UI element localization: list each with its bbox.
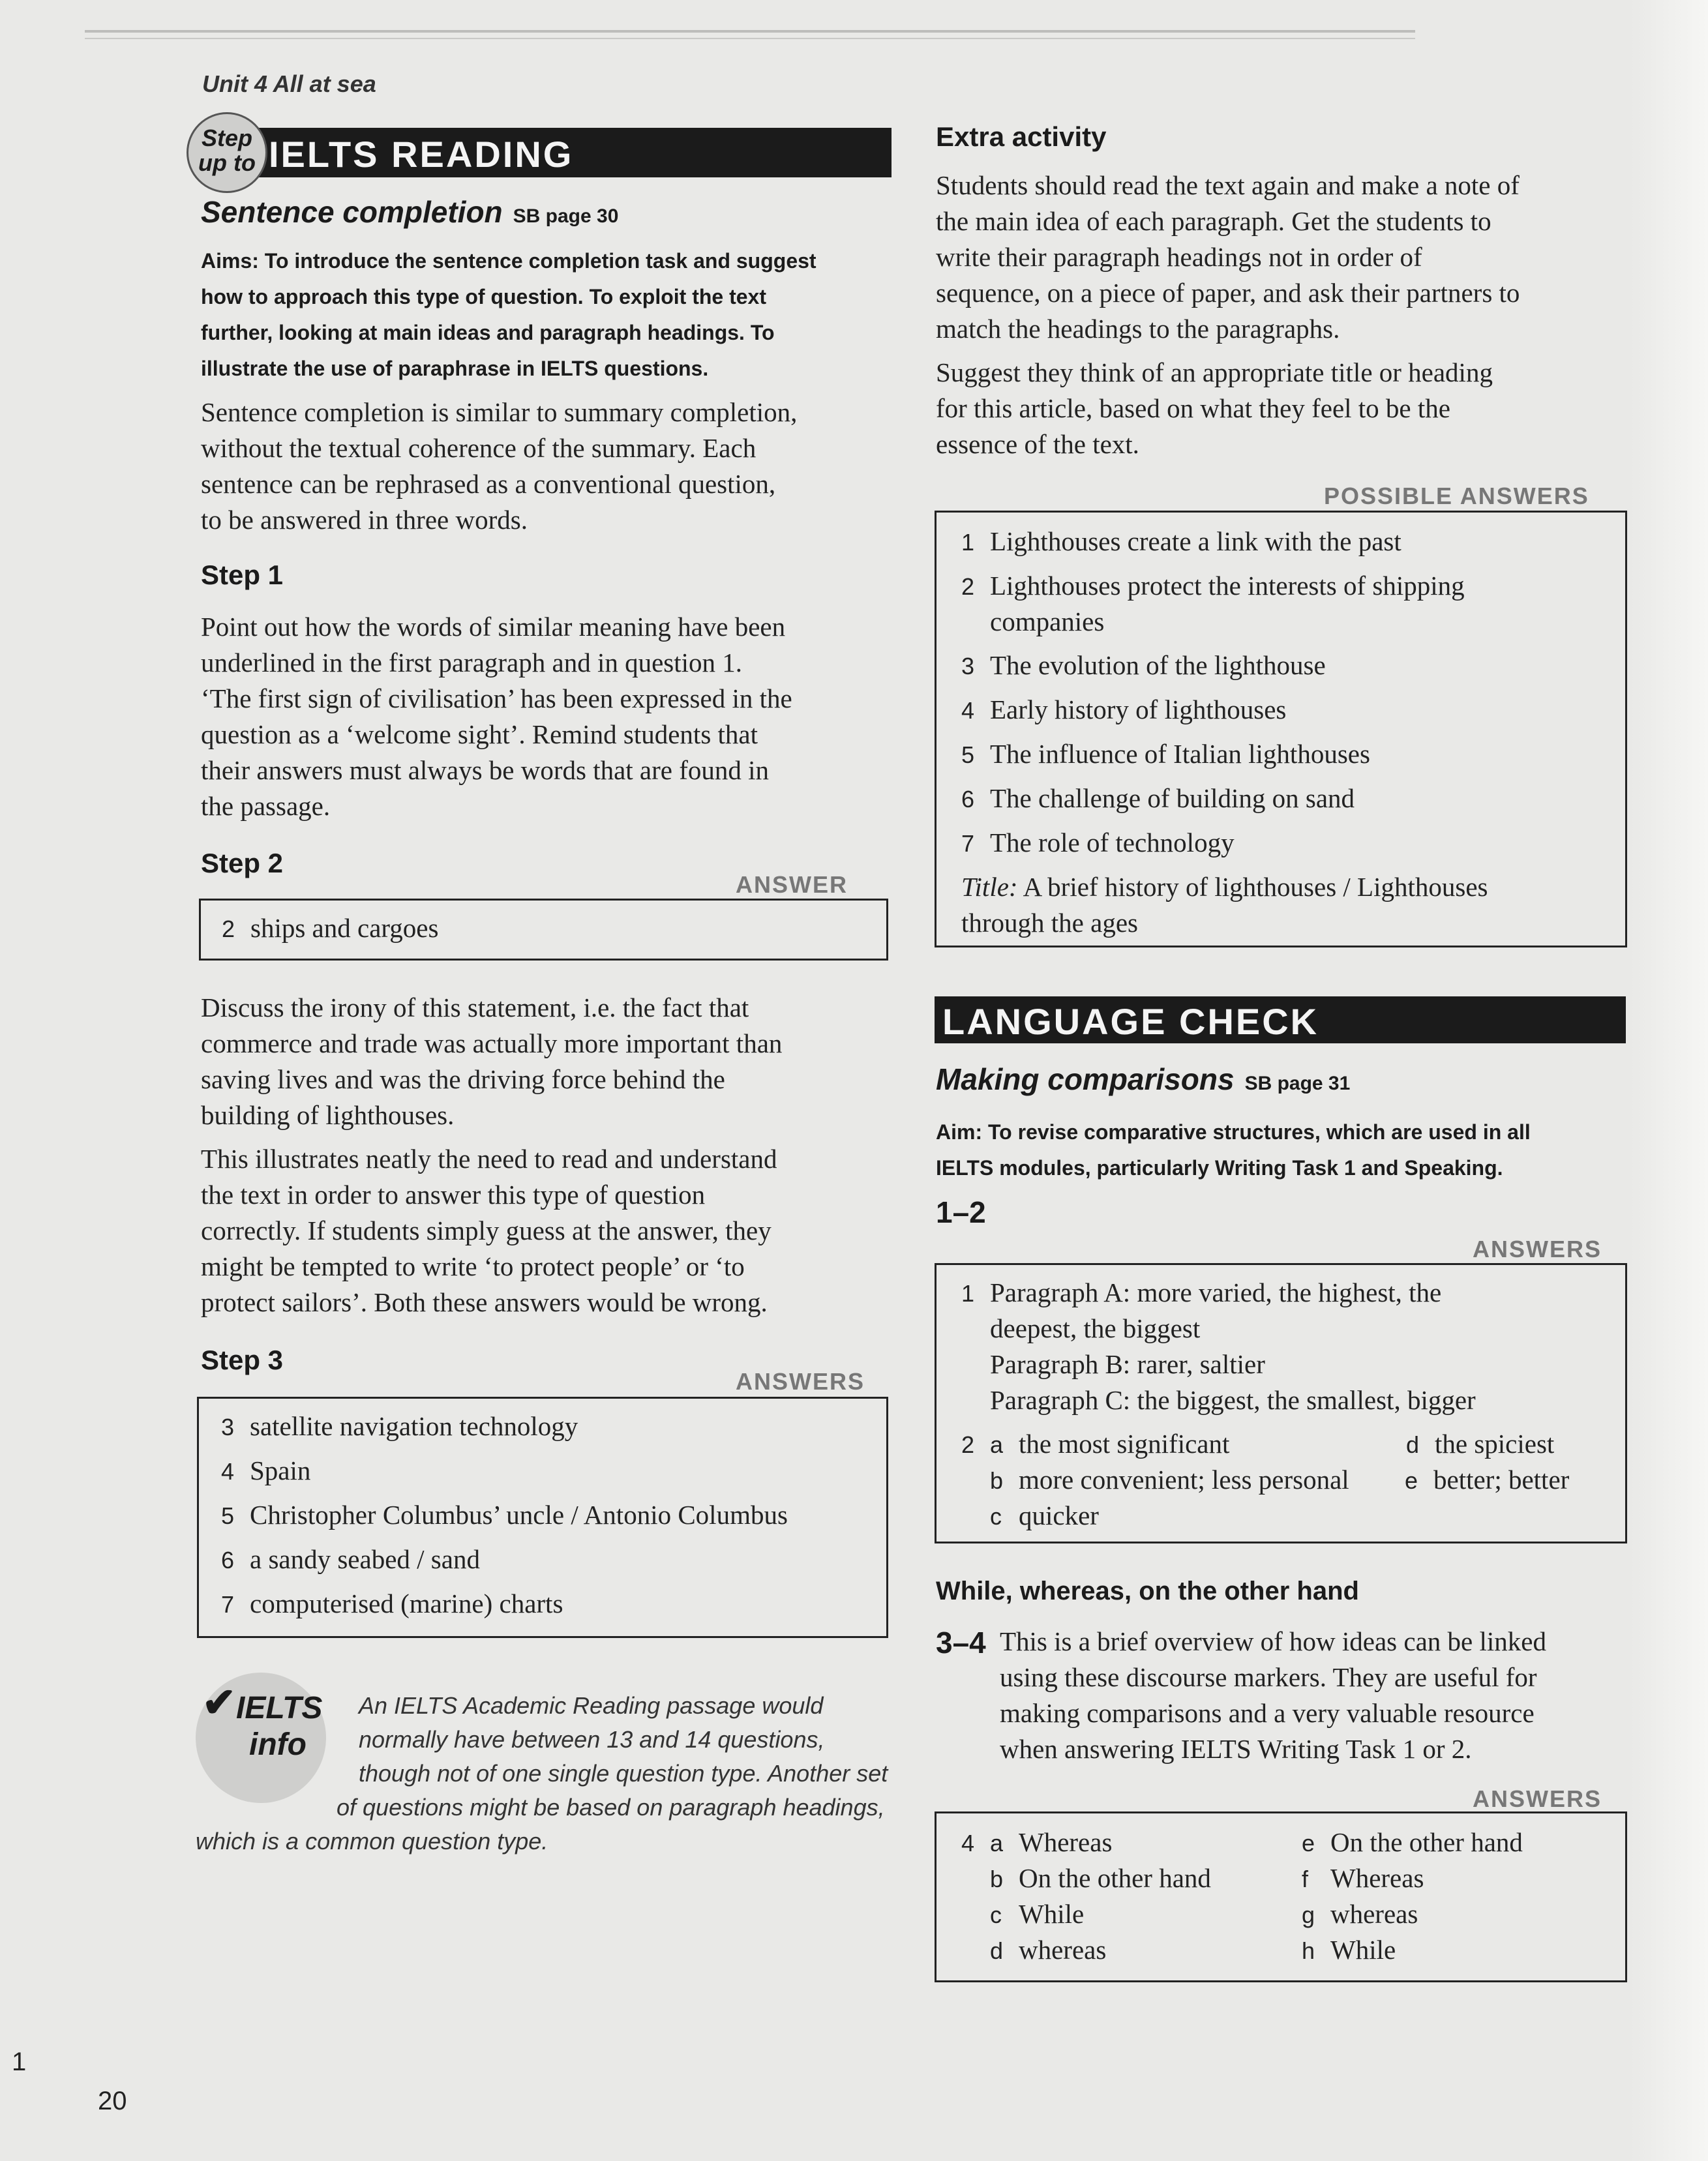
answer-row [221, 1543, 480, 1575]
text-line: match the headings to the paragraphs. [936, 314, 1340, 344]
item-text: Whereas [1019, 1827, 1113, 1857]
answer-number: 1 [961, 1280, 975, 1307]
item-letter: e [1302, 1830, 1315, 1856]
answer-text: companies [990, 606, 1105, 636]
text-line: to be answered in three words. [201, 505, 528, 535]
item-letter: c [990, 1503, 1002, 1530]
answer-row [222, 912, 438, 944]
info-badge-line2: info [249, 1727, 307, 1762]
para-label: Paragraph A: [990, 1277, 1131, 1307]
item-letter: c [990, 1901, 1002, 1928]
item-letter: f [1302, 1866, 1309, 1892]
title-text: through the ages [961, 908, 1138, 938]
top-rule-thin [85, 38, 1415, 39]
extra-activity-heading: Extra activity [936, 121, 1107, 152]
answer-number: 5 [961, 741, 975, 768]
q34-row [961, 1826, 1112, 1858]
subheading-text: Sentence completion [201, 195, 503, 229]
q12-row [961, 1277, 1441, 1308]
q34-row [1302, 1862, 1424, 1894]
possible-answers-label: POSSIBLE ANSWERS [1324, 483, 1589, 509]
answer-row [221, 1588, 563, 1619]
aims-line: how to approach this type of question. To exploit the text [201, 285, 766, 308]
q34-row [1302, 1934, 1396, 1965]
item-text: the spiciest [1435, 1429, 1555, 1459]
language-check-title: LANGUAGE CHECK [942, 1001, 1319, 1042]
para-text: more varied, the highest, the [1137, 1277, 1442, 1307]
q34-row [990, 1934, 1106, 1965]
answer-number: 3 [221, 1414, 235, 1440]
answer-number: 6 [961, 786, 975, 812]
answer-number: 3 [961, 653, 975, 679]
text-line: write their paragraph headings not in order of [936, 242, 1422, 272]
text-line: Discuss the irony of this statement, i.e. the fact that [201, 992, 749, 1022]
q12-row [990, 1313, 1200, 1344]
q12-answers-box [935, 1263, 1627, 1543]
q12-row [1406, 1428, 1554, 1459]
para-text: deepest, the biggest [990, 1313, 1201, 1343]
item-letter: b [990, 1467, 1004, 1494]
item-letter: d [990, 1937, 1004, 1964]
extra-activity-paragraph [936, 168, 1520, 347]
text-line: Point out how the words of similar meaning have been [201, 612, 786, 642]
aims-line: Aims: To introduce the sentence completion task and suggest [201, 249, 817, 273]
sb-page-ref: SB page 30 [513, 205, 619, 227]
answer-number: 2 [222, 916, 235, 942]
q12-row [961, 1428, 1229, 1459]
item-text: the most significant [1019, 1429, 1230, 1459]
item-text: While [1019, 1899, 1085, 1929]
step3-heading: Step 3 [201, 1345, 284, 1375]
item-letter: e [1405, 1467, 1418, 1494]
while-whereas-heading: While, whereas, on the other hand [936, 1577, 1359, 1605]
subheading-sentence-completion [201, 194, 618, 230]
text-line: correctly. If students simply guess at the answer, they [201, 1215, 772, 1245]
text-line: underlined in the first paragraph and in question 1. [201, 648, 743, 678]
text-line: might be tempted to write ‘to protect people’ or ‘to [201, 1251, 745, 1281]
text-line: when answering IELTS Writing Task 1 or 2. [1000, 1734, 1472, 1764]
answer-number: 6 [221, 1547, 235, 1573]
q12-row [990, 1500, 1099, 1531]
item-text: more convenient; less personal [1019, 1465, 1349, 1495]
badge-line2: up to [198, 149, 256, 176]
possible-answers-box [935, 511, 1627, 947]
item-letter: a [990, 1830, 1004, 1856]
para-label: Paragraph B: [990, 1349, 1131, 1379]
possible-answer-cont [990, 606, 1104, 637]
item-text: whereas [1330, 1899, 1418, 1929]
aim-line: IELTS modules, particularly Writing Task 1 and Speaking. [936, 1156, 1503, 1180]
text-line: for this article, based on what they feel to be the [936, 393, 1450, 423]
q34-number: 3–4 [936, 1626, 986, 1660]
possible-answer [961, 694, 1286, 725]
possible-title-cont [961, 907, 1138, 938]
answer-number: 5 [221, 1502, 235, 1529]
subheading-text: Making comparisons [936, 1062, 1235, 1096]
title-label: Title: [961, 872, 1018, 902]
info-line: of questions might be based on paragraph headings, [337, 1794, 885, 1821]
text-line: building of lighthouses. [201, 1100, 455, 1130]
text-line: protect sailors’. Both these answers would be wrong. [201, 1287, 768, 1317]
item-text: quicker [1019, 1500, 1099, 1530]
possible-answer [961, 782, 1355, 814]
q12-row [1405, 1464, 1569, 1495]
answer-text: a sandy seabed / sand [250, 1544, 480, 1574]
answer-number: 1 [961, 529, 975, 556]
info-line: which is a common question type. [196, 1828, 548, 1855]
page-edge-shadow [1630, 0, 1708, 2161]
text-line: sequence, on a piece of paper, and ask their partners to [936, 278, 1520, 308]
text-line: commerce and trade was actually more important than [201, 1028, 783, 1058]
answer-number: 4 [221, 1458, 235, 1485]
text-line: ‘The first sign of civilisation’ has been expressed in the [201, 683, 792, 713]
possible-answer [961, 649, 1326, 681]
answer-text: Lighthouses create a link with the past [990, 526, 1401, 556]
info-line: though not of one single question type. Another set [359, 1760, 888, 1787]
item-text: On the other hand [1019, 1863, 1211, 1893]
q12-row [990, 1384, 1476, 1416]
top-rule [85, 30, 1415, 33]
info-badge-line1: IELTS [236, 1691, 323, 1725]
item-letter: d [1406, 1431, 1420, 1458]
aim-line: Aim: To revise comparative structures, which are used in all [936, 1120, 1531, 1144]
answer-text: Early history of lighthouses [990, 694, 1287, 724]
text-line: the main idea of each paragraph. Get the students to [936, 206, 1491, 236]
answer-number: 4 [961, 1830, 975, 1856]
subheading-making-comparisons [936, 1062, 1350, 1097]
unit-header: Unit 4 All at sea [202, 70, 376, 97]
title-text: A brief history of lighthouses / Lighthouses [1023, 872, 1488, 902]
q12-row [990, 1349, 1265, 1380]
possible-answer [961, 570, 1465, 601]
badge-line1: Step [201, 125, 252, 151]
para-text: the biggest, the smallest, bigger [1137, 1385, 1476, 1415]
possible-title [961, 871, 1488, 902]
text-line: Sentence completion is similar to summary completion, [201, 397, 798, 427]
ielts-reading-bar [249, 128, 891, 177]
extra-activity-paragraph2 [936, 355, 1493, 462]
item-text: Whereas [1330, 1863, 1424, 1893]
aims-block [201, 243, 817, 387]
text-line: the passage. [201, 791, 331, 821]
q34-row [1302, 1898, 1418, 1930]
text-line: sentence can be rephrased as a conventional question, [201, 469, 776, 499]
margin-mark: 1 [12, 2048, 27, 2076]
text-line: Suggest they think of an appropriate title or heading [936, 357, 1493, 387]
para-label: Paragraph C: [990, 1385, 1131, 1415]
ielts-reading-title: IELTS READING [269, 134, 574, 175]
language-check-bar [935, 996, 1626, 1043]
q34-row [990, 1898, 1084, 1930]
item-letter: b [990, 1866, 1004, 1892]
possible-answer [961, 526, 1401, 557]
step3-answers-label: ANSWERS [736, 1368, 865, 1395]
answer-text: satellite navigation technology [250, 1411, 578, 1441]
illustrates-paragraph [201, 1141, 777, 1320]
item-text: On the other hand [1330, 1827, 1523, 1857]
item-letter: h [1302, 1937, 1315, 1964]
text-line: Students should read the text again and make a note of [936, 170, 1520, 200]
step2-answer-box [199, 899, 888, 961]
step1-heading: Step 1 [201, 559, 284, 590]
answer-text: The challenge of building on sand [990, 783, 1355, 813]
step2-heading: Step 2 [201, 848, 284, 878]
answer-number: 7 [961, 830, 975, 857]
intro-paragraph [201, 395, 797, 538]
answer-row [221, 1455, 310, 1486]
item-text: better; better [1433, 1465, 1570, 1495]
text-line: This illustrates neatly the need to read and understand [201, 1144, 777, 1174]
step1-paragraph [201, 609, 792, 824]
item-text: While [1330, 1935, 1396, 1965]
answer-text: ships and cargoes [250, 913, 439, 943]
answer-number: 2 [961, 1431, 975, 1458]
text-line: saving lives and was the driving force behind the [201, 1064, 725, 1094]
aims-line: illustrate the use of paraphrase in IELTS questions. [201, 357, 709, 380]
q34-row [990, 1862, 1211, 1894]
item-letter: g [1302, 1901, 1315, 1928]
text-line: using these discourse markers. They are useful for [1000, 1662, 1537, 1692]
item-letter: a [990, 1431, 1004, 1458]
step3-answers-box [197, 1397, 888, 1638]
page-number: 20 [98, 2087, 127, 2115]
check-icon: ✔ [202, 1680, 236, 1725]
q12-answers-label: ANSWERS [1473, 1236, 1602, 1262]
possible-answer [961, 738, 1370, 769]
answer-text: Spain [250, 1455, 311, 1485]
discuss-paragraph [201, 990, 782, 1133]
q12-row [990, 1464, 1349, 1495]
text-line: making comparisons and a very valuable resource [1000, 1698, 1535, 1728]
answer-row [221, 1499, 788, 1530]
text-line: without the textual coherence of the summary. Each [201, 433, 757, 463]
answer-text: The influence of Italian lighthouses [990, 739, 1370, 769]
answer-number: 4 [961, 697, 975, 724]
answer-text: computerised (marine) charts [250, 1588, 563, 1618]
step2-answer-label: ANSWER [736, 871, 848, 898]
answer-row [221, 1410, 578, 1442]
q12-heading: 1–2 [936, 1195, 986, 1229]
aim-block [936, 1114, 1531, 1186]
answer-text: The role of technology [990, 827, 1235, 857]
answer-number: 2 [961, 573, 975, 600]
answer-text: Christopher Columbus’ uncle / Antonio Columbus [250, 1500, 788, 1530]
step-up-to-badge [187, 112, 267, 193]
possible-answer [961, 827, 1235, 858]
aims-line: further, looking at main ideas and paragraph headings. To [201, 321, 775, 344]
q34-answers-box [935, 1811, 1627, 1982]
text-line: question as a ‘welcome sight’. Remind students that [201, 719, 758, 749]
info-line: normally have between 13 and 14 questions, [359, 1726, 825, 1753]
text-line: their answers must always be words that are found in [201, 755, 770, 785]
answer-text: Lighthouses protect the interests of shipping [990, 571, 1465, 601]
q34-row [1302, 1826, 1523, 1858]
para-text: rarer, saltier [1137, 1349, 1265, 1379]
info-line: An IELTS Academic Reading passage would [359, 1692, 824, 1719]
text-line: the text in order to answer this type of question [201, 1180, 706, 1210]
ielts-info-text [196, 1680, 893, 1858]
text-line: This is a brief overview of how ideas can be linked [1000, 1626, 1546, 1656]
q34-paragraph [1000, 1624, 1546, 1767]
q34-answers-label: ANSWERS [1473, 1785, 1602, 1812]
text-line: essence of the text. [936, 429, 1139, 459]
answer-number: 7 [221, 1591, 235, 1618]
item-text: whereas [1019, 1935, 1107, 1965]
sb-page-ref: SB page 31 [1244, 1073, 1351, 1094]
answer-text: The evolution of the lighthouse [990, 650, 1326, 680]
